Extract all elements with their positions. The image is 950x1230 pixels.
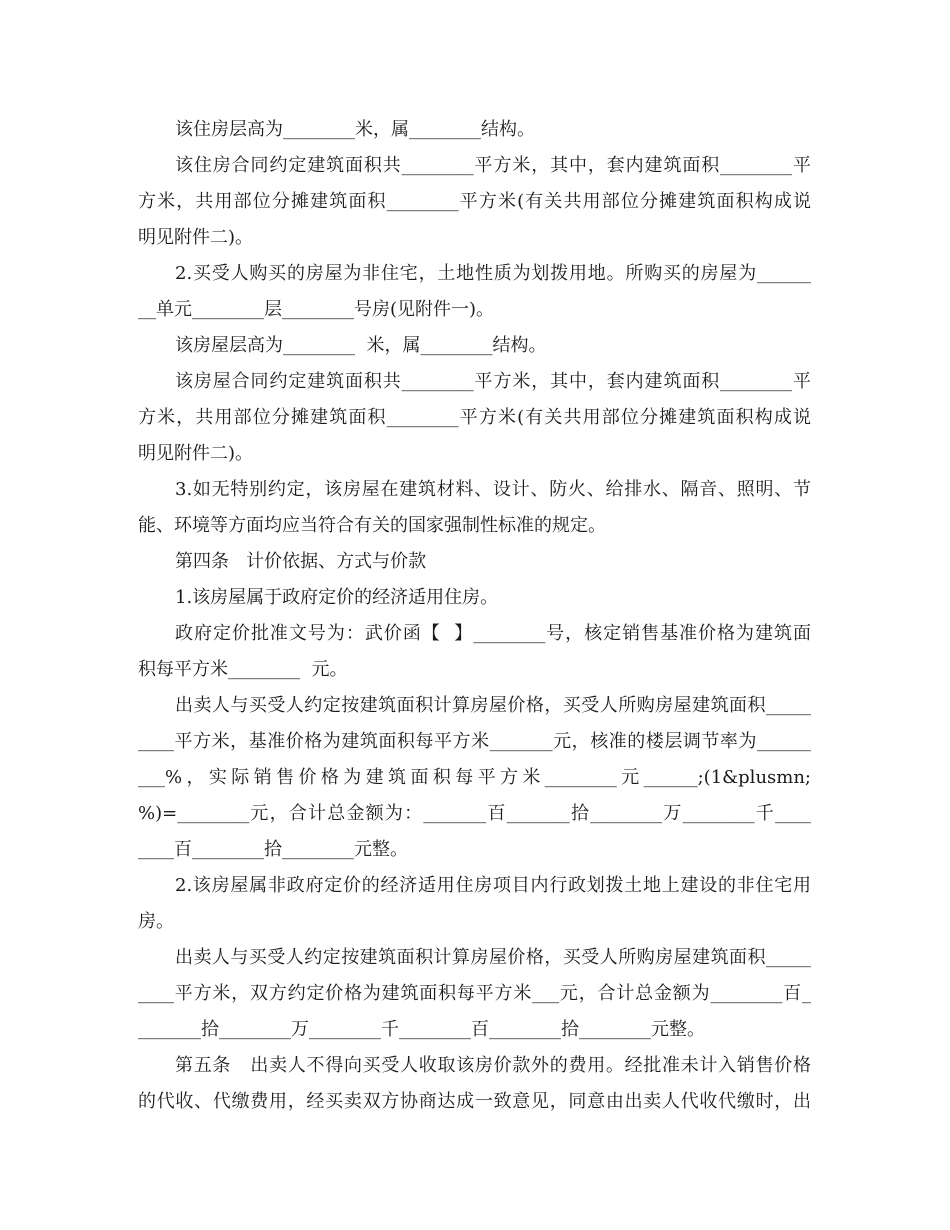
text-line: ____平方米，双方约定价格为建筑面积每平方米___元，合计总金额为________百_ bbox=[138, 983, 811, 1004]
text-line: 积每平方米________ 元。 bbox=[138, 659, 348, 680]
text-line: 该房屋层高为________ 米，属________结构。 bbox=[175, 335, 547, 356]
section-heading: 第四条 计价依据、方式与价款 bbox=[175, 551, 427, 572]
text-line: 房。 bbox=[138, 911, 174, 932]
text-line: 出卖人与买受人约定按建筑面积计算房屋价格，买受人所购房屋建筑面积_____ bbox=[175, 947, 811, 968]
text-line: 出卖人与买受人约定按建筑面积计算房屋价格，买受人所购房屋建筑面积_____ bbox=[175, 695, 811, 716]
section-heading: 第五条 出卖人不得向买受人收取该房价款外的费用。经批准未计入销售价格 bbox=[175, 1055, 811, 1076]
text-line: 2.该房屋属非政府定价的经济适用住房项目内行政划拨土地上建设的非住宅用 bbox=[175, 875, 811, 896]
text-line: 的代收、代缴费用，经买卖双方协商达成一致意见，同意由出卖人代收代缴时，出 bbox=[138, 1091, 811, 1112]
text-line: 2.买受人购买的房屋为非住宅，土地性质为划拨用地。所购买的房屋为______ bbox=[175, 263, 811, 284]
text-line: 政府定价批准文号为：武价函【 】________号，核定销售基准价格为建筑面 bbox=[175, 623, 811, 644]
text-line: 3.如无特别约定，该房屋在建筑材料、设计、防火、给排水、隔音、照明、节 bbox=[175, 479, 811, 500]
text-line: 方米，共用部位分摊建筑面积________平方米(有关共用部位分摊建筑面积构成说 bbox=[138, 191, 811, 212]
text-line: ____平方米，基准价格为建筑面积每平方米_______元，核准的楼层调节率为______ bbox=[138, 731, 811, 752]
text-line: __单元________层________号房(见附件一)。 bbox=[138, 299, 495, 320]
text-line: 明见附件二)。 bbox=[138, 443, 254, 464]
text-line: 该住房合同约定建筑面积共________平方米，其中，套内建筑面积________平 bbox=[175, 155, 811, 176]
text-line: 方米，共用部位分摊建筑面积________平方米(有关共用部位分摊建筑面积构成说 bbox=[138, 407, 811, 428]
text-line: 明见附件二)。 bbox=[138, 227, 254, 248]
text-line: %)=________元，合计总金额为：_______百_______拾________万________千____ bbox=[138, 803, 811, 824]
text-line: 1.该房屋属于政府定价的经济适用住房。 bbox=[175, 587, 499, 608]
text-line: ___%，实际销售价格为建筑面积每平方米________元______;(1&plusmn; bbox=[138, 767, 811, 788]
text-line: ____百________拾________元整。 bbox=[138, 839, 408, 860]
text-line: 该住房层高为________米，属________结构。 bbox=[175, 119, 535, 140]
text-line: 能、环境等方面均应当符合有关的国家强制性标准的规定。 bbox=[138, 515, 606, 536]
text-line: _______拾________万________千________百________拾________元整。 bbox=[138, 1019, 705, 1040]
text-line: 该房屋合同约定建筑面积共________平方米，其中，套内建筑面积________平 bbox=[175, 371, 811, 392]
